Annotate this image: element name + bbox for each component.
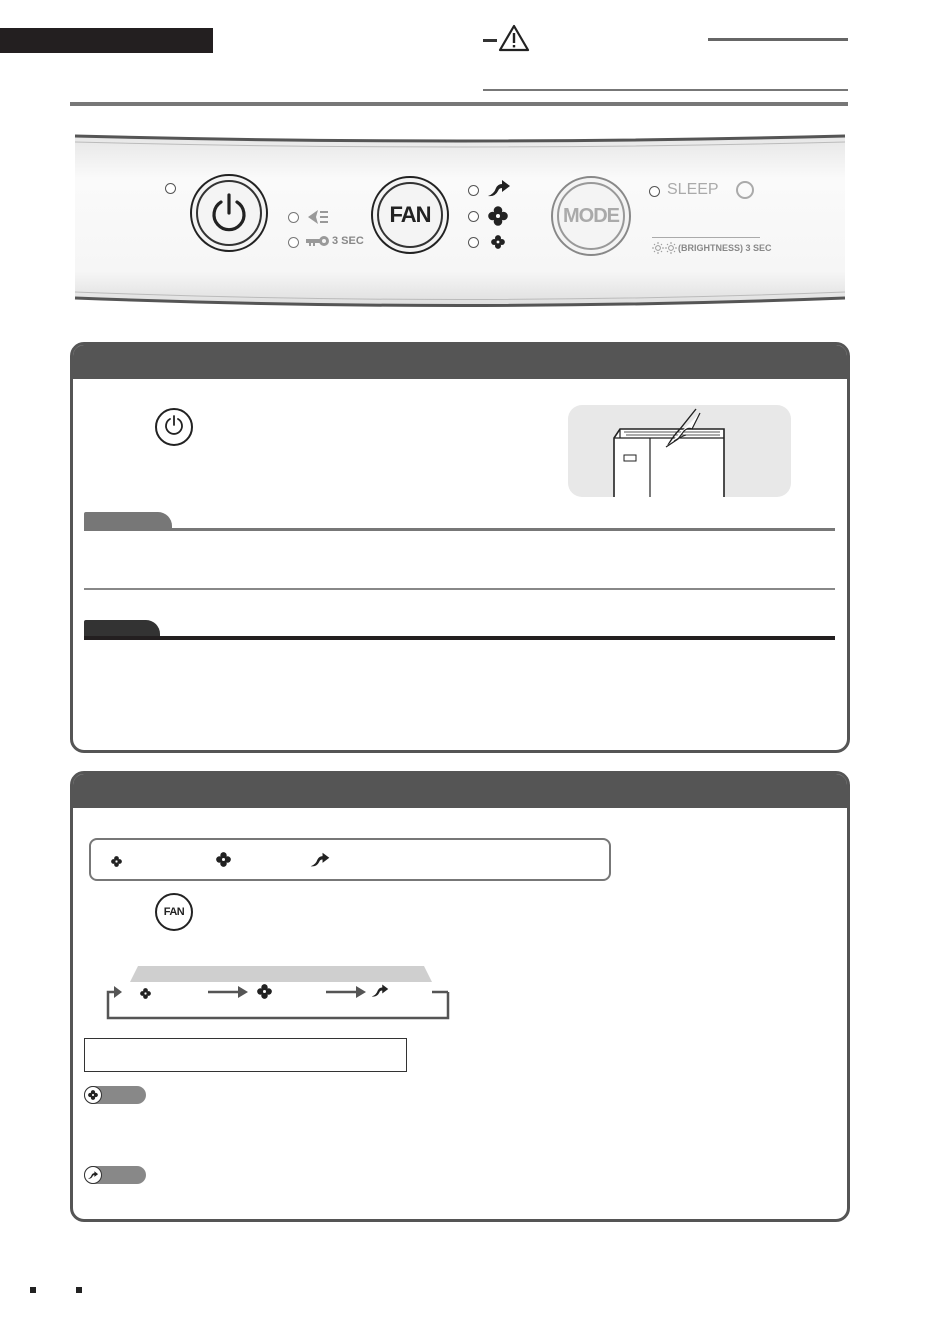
power-icon bbox=[196, 180, 262, 246]
fan-medium-icon bbox=[216, 852, 231, 872]
power-section bbox=[70, 342, 850, 753]
turbo-arrow-icon bbox=[309, 851, 331, 873]
fan-medium-icon bbox=[257, 984, 272, 1004]
ionizer-icon bbox=[306, 208, 330, 226]
fan-speed-legend bbox=[89, 838, 611, 881]
fan-note-box bbox=[84, 1038, 407, 1072]
lock-3sec-label: 3 SEC bbox=[332, 235, 364, 247]
header-rule-right bbox=[708, 38, 848, 41]
brightness-divider bbox=[652, 237, 760, 238]
fan-low-led bbox=[468, 237, 479, 248]
fan-cycle-diagram bbox=[100, 964, 460, 1031]
power-button[interactable] bbox=[155, 408, 193, 446]
fan-low-icon bbox=[491, 235, 505, 249]
header-dash bbox=[483, 39, 497, 42]
fan-low-icon bbox=[111, 854, 122, 872]
brightness-icon bbox=[652, 242, 678, 254]
turbo-arrow-icon bbox=[486, 178, 512, 198]
page-top-rule bbox=[70, 102, 848, 106]
turbo-arrow-icon bbox=[84, 1166, 102, 1184]
caution-rule bbox=[84, 636, 835, 640]
header-rule-underline bbox=[483, 89, 848, 91]
fan-button-label: FAN bbox=[377, 182, 443, 248]
sleep-led bbox=[649, 186, 660, 197]
panel-fan-button[interactable] bbox=[371, 176, 449, 254]
note-tag bbox=[84, 512, 172, 528]
child-lock-led bbox=[288, 237, 299, 248]
mode-button-label: MODE bbox=[557, 182, 625, 250]
footer-marker-right bbox=[76, 1287, 82, 1293]
header-section-tab bbox=[0, 28, 213, 53]
caution-tag bbox=[84, 620, 160, 636]
fan-section-header bbox=[73, 774, 847, 808]
key-icon bbox=[306, 235, 330, 247]
panel-power-button[interactable] bbox=[190, 174, 268, 252]
note-rule-bottom bbox=[84, 588, 835, 590]
fan-medium-led bbox=[468, 211, 479, 222]
control-panel-illustration bbox=[70, 128, 850, 318]
footer-marker-left bbox=[30, 1287, 36, 1293]
note-rule-top bbox=[84, 528, 835, 531]
power-section-header bbox=[73, 345, 847, 379]
turbo-arrow-icon bbox=[370, 983, 390, 1003]
fan-button[interactable]: FAN bbox=[155, 893, 193, 931]
panel-mode-button[interactable] bbox=[551, 176, 631, 256]
warning-triangle-icon bbox=[498, 24, 530, 57]
moon-icon bbox=[735, 180, 755, 200]
power-led bbox=[165, 183, 176, 194]
purifier-illustration bbox=[568, 405, 791, 497]
power-icon bbox=[163, 414, 185, 441]
fan-low-icon bbox=[84, 1086, 102, 1104]
turbo-led bbox=[468, 185, 479, 196]
ionizer-led bbox=[288, 212, 299, 223]
fan-low-icon bbox=[140, 986, 151, 1004]
fan-medium-icon bbox=[488, 206, 508, 226]
brightness-label: (BRIGHTNESS) 3 SEC bbox=[678, 243, 772, 253]
sleep-label: SLEEP bbox=[667, 181, 719, 198]
